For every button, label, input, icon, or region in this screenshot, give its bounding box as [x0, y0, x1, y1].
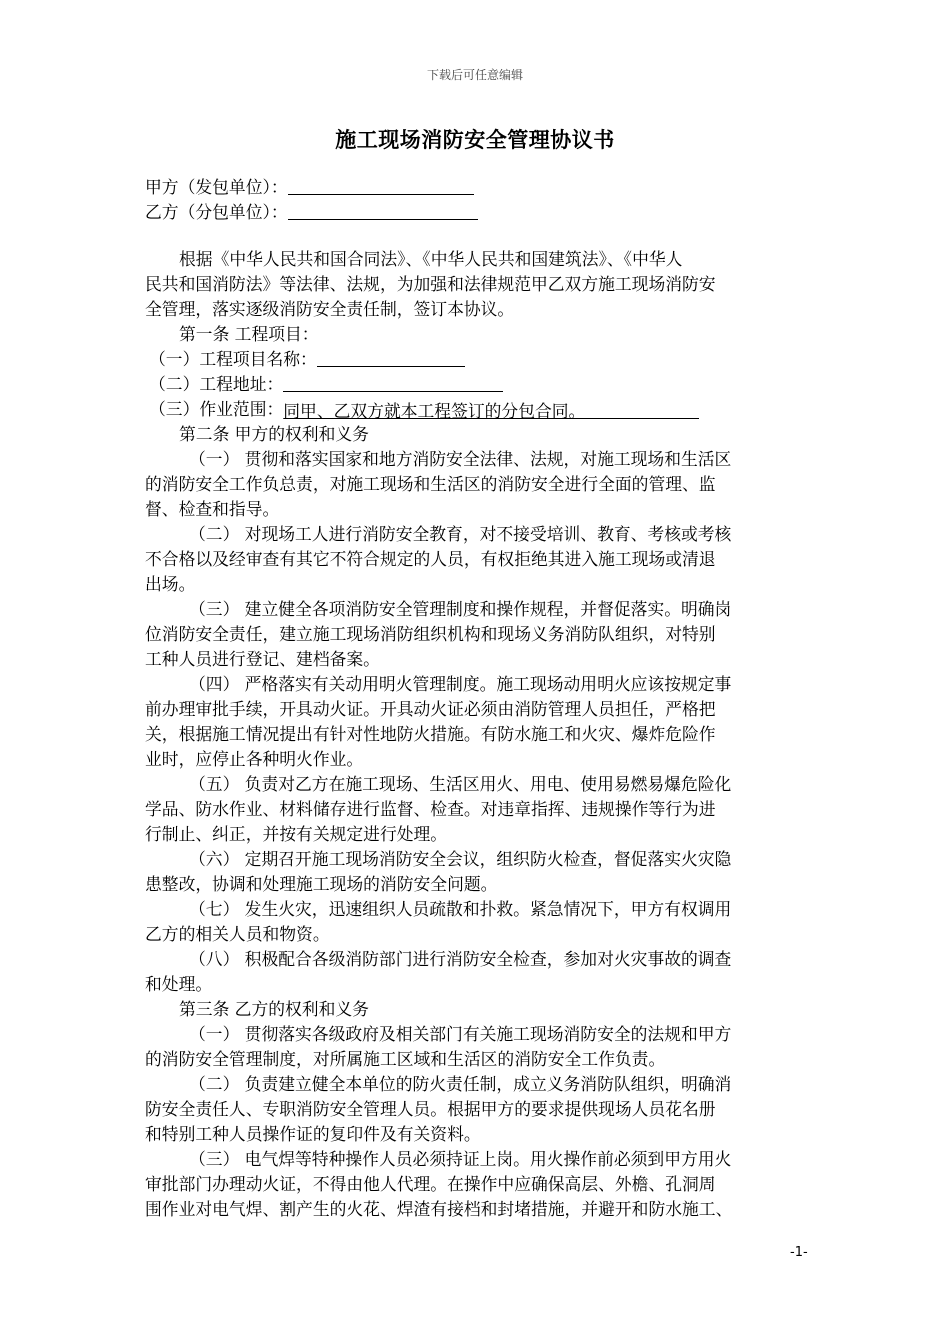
- article-2-p6-l1: （六） 定期召开施工现场消防安全会议，组织防火检查，督促落实火灾隐: [189, 849, 732, 869]
- document-title: 施工现场消防安全管理协议书: [335, 128, 615, 152]
- party-b-blank[interactable]: [288, 201, 478, 220]
- article-2-p6-l2: 患整改，协调和处理施工现场的消防安全问题。: [145, 874, 498, 894]
- page-number: -1-: [790, 1245, 808, 1260]
- article-2-p8-l1: （八） 积极配合各级消防部门进行消防安全检查，参加对火灾事故的调查: [189, 949, 732, 969]
- project-name-blank[interactable]: [317, 348, 465, 367]
- article-3-p3-l3: 围作业对电气焊、割产生的火花、焊渣有接档和封堵措施，并避开和防水施工、: [145, 1199, 733, 1219]
- party-a-blank[interactable]: [288, 176, 474, 195]
- party-a-label: 甲方（发包单位）：: [145, 177, 288, 197]
- article-2-p2-l1: （二） 对现场工人进行消防安全教育，对不接受培训、教育、考核或考核: [189, 524, 732, 544]
- article-3-p2-l3: 和特别工种人员操作证的复印件及有关资料。: [145, 1124, 481, 1144]
- article-3-p1-l1: （一） 贯彻落实各级政府及相关部门有关施工现场消防安全的法规和甲方: [189, 1024, 732, 1044]
- article-3-title: 第三条 乙方的权利和义务: [179, 999, 369, 1019]
- party-a-line: [145, 175, 810, 200]
- article-2-p5-l2: 学品、防水作业、材料储存进行监督、检查。对违章指挥、违规操作等行为进: [145, 799, 716, 819]
- article-2-p4-l1: （四） 严格落实有关动用明火管理制度。施工现场动用明火应该按规定事: [189, 674, 732, 694]
- article-2-p3-l3: 工种人员进行登记、建档备案。: [145, 649, 380, 669]
- article-2-p5-l3: 行制止、纠正，并按有关规定进行处理。: [145, 824, 448, 844]
- article-3-p1-l2: 的消防安全管理制度，对所属施工区域和生活区的消防安全工作负责。: [145, 1049, 666, 1069]
- article-1-title: 第一条 工程项目：: [179, 324, 319, 344]
- article-2-p1-l1: （一） 贯彻和落实国家和地方消防安全法律、法规，对施工现场和生活区: [189, 449, 732, 469]
- document-body: [145, 175, 810, 1222]
- article-2-p7-l2: 乙方的相关人员和物资。: [145, 924, 330, 944]
- article-2-p1-l2: 的消防安全工作负总责，对施工现场和生活区的消防安全进行全面的管理、监: [145, 474, 716, 494]
- intro-line-2: 民共和国消防法》等法律、法规，为加强和法律规范甲乙双方施工现场消防安: [145, 274, 716, 294]
- article-2-p3-l1: （三） 建立健全各项消防安全管理制度和操作规程，并督促落实。明确岗: [189, 599, 732, 619]
- article-3-p3-l2: 审批部门办理动火证，不得由他人代理。在操作中应确保高层、外檐、孔洞周: [145, 1174, 716, 1194]
- article-1-item-3: （三）作业范围：同甲、乙双方就本工程签订的分包合同。: [145, 397, 810, 422]
- article-2-p8-l2: 和处理。: [145, 974, 213, 994]
- article-2-p4-l4: 业时，应停止各种明火作业。: [145, 749, 364, 769]
- article-2-title: 第二条 甲方的权利和义务: [179, 424, 369, 444]
- intro-line-3: 全管理，落实逐级消防安全责任制，签订本协议。: [145, 299, 515, 319]
- article-2-p4-l2: 前办理审批手续，开具动火证。开具动火证必须由消防管理人员担任，严格把: [145, 699, 716, 719]
- article-2-p1-l3: 督、检查和指导。: [145, 499, 280, 519]
- article-3-p2-l1: （二） 负责建立健全本单位的防火责任制，成立义务消防队组织，明确消: [189, 1074, 732, 1094]
- article-2-p2-l3: 出场。: [145, 574, 196, 594]
- party-b-label: 乙方（分包单位）：: [145, 202, 288, 222]
- project-address-blank[interactable]: [283, 373, 503, 392]
- article-2-p3-l2: 位消防安全责任，建立施工现场消防组织机构和现场义务消防队组织，对特别: [145, 624, 716, 644]
- article-2-p2-l2: 不合格以及经审查有其它不符合规定的人员，有权拒绝其进入施工现场或清退: [145, 549, 716, 569]
- work-scope-value: 同甲、乙双方就本工程签订的分包合同。: [283, 401, 586, 421]
- article-3-p2-l2: 防安全责任人、专职消防安全管理人员。根据甲方的要求提供现场人员花名册: [145, 1099, 716, 1119]
- article-2-p7-l1: （七） 发生火灾，迅速组织人员疏散和扑救。紧急情况下，甲方有权调用: [189, 899, 732, 919]
- article-1-item-1: （一）工程项目名称：: [145, 347, 810, 372]
- article-2-p4-l3: 关，根据施工情况提出有针对性地防火措施。有防水施工和火灾、爆炸危险作: [145, 724, 716, 744]
- header-note: 下载后可任意编辑: [426, 68, 523, 82]
- article-3-p3-l1: （三） 电气焊等特种操作人员必须持证上岗。用火操作前必须到甲方用火: [189, 1149, 732, 1169]
- intro-line-1: 根据《中华人民共和国合同法》、《中华人民共和国建筑法》、《中华人: [179, 249, 683, 269]
- article-1-item-2: （二）工程地址：: [145, 372, 810, 397]
- party-b-line: [145, 200, 810, 225]
- article-2-p5-l1: （五） 负责对乙方在施工现场、生活区用火、用电、使用易燃易爆危险化: [189, 774, 732, 794]
